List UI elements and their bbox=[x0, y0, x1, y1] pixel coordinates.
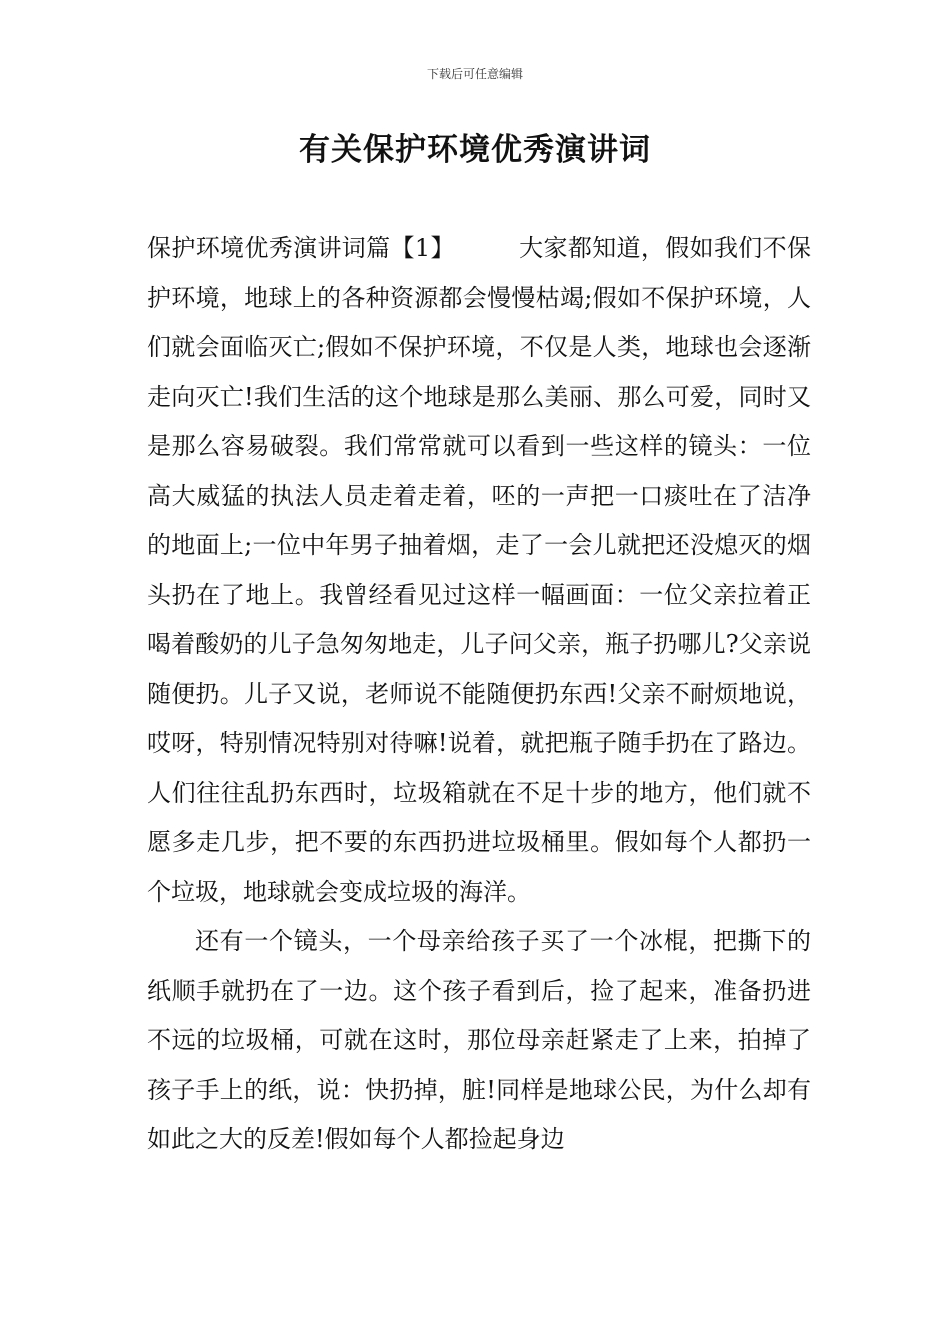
header-note: 下载后可任意编辑 bbox=[426, 67, 523, 81]
document-title: 有关保护环境优秀演讲词 bbox=[299, 132, 651, 168]
paragraph-1 bbox=[147, 224, 811, 917]
paragraph-1-text: 大家都知道，假如我们不保护环境，地球上的各种资源都会慢慢枯竭;假如不保护环境，人们就会面临灭亡;假如不保护环境，不仅是人类，地球也会逐渐走向灭亡!我们生活的这个地球是那么美丽、那么可爱，同时又是那么容易破裂。我们常常就可以看到一些这样的镜头：一位高大威猛的执法人员走着走着，呸的一声把一口痰吐在了洁净的地面上;一位中年男子抽着烟，走了一会儿就把还没熄灭的烟头扔在了地上。我曾经看见过这样一幅画面：一位父亲拉着正喝着酸奶的儿子急匆匆地走，儿子问父亲，瓶子扔哪儿?父亲说随便扔。儿子又说，老师说不能随便扔东西!父亲不耐烦地说，哎呀，特别情况特别对待嘛!说着，就把瓶子随手扔在了路边。人们往往乱扔东西时，垃圾箱就在不足十步的地方，他们就不愿多走几步，把不要的东西扔进垃圾桶里。假如每个人都扔一个垃圾，地球就会变成垃圾的海洋。 bbox=[147, 234, 811, 906]
document-body bbox=[147, 224, 811, 1165]
paragraph-2: 还有一个镜头，一个母亲给孩子买了一个冰棍，把撕下的纸顺手就扔在了一边。这个孩子看到后，捡了起来，准备扔进不远的垃圾桶，可就在这时，那位母亲赶紧走了上来，拍掉了孩子手上的纸，说：快扔掉，脏!同样是地球公民，为什么却有如此之大的反差!假如每个人都捡起身边 bbox=[147, 927, 811, 1153]
section-label: 保护环境优秀演讲词篇【1】 bbox=[147, 234, 455, 262]
